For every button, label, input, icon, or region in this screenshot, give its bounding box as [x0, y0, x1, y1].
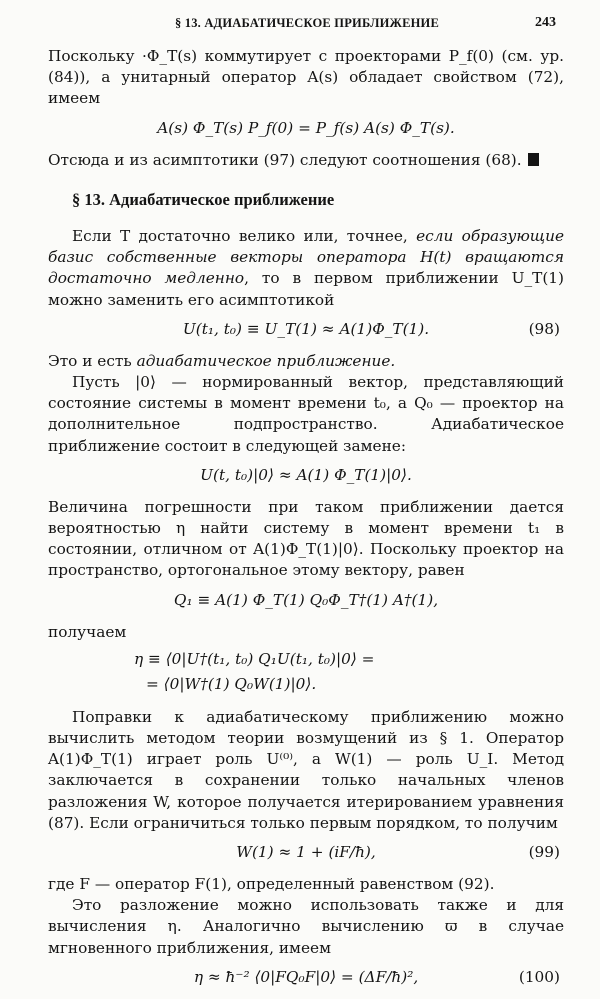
equation-100 — [48, 967, 564, 991]
equation-100-text: η ≈ ħ⁻² ⟨0|FQ₀F|0⟩ = (ΔF/ħ)², — [193, 967, 419, 986]
paragraph-conclusion-text: Отсюда и из асимптотики (97) следуют соотношения (68). — [48, 150, 522, 169]
equation-eta — [48, 649, 564, 699]
equation-commutation — [48, 118, 564, 142]
equation-99-text: W(1) ≈ 1 + (iF/ħ), — [236, 843, 376, 862]
paragraph-intro-end: , то в первом приближении U_T(1) можно заменить его асимптотикой — [48, 269, 564, 309]
equation-98-number: (98) — [528, 319, 560, 338]
paragraph-commutation: Поскольку ·Φ_T(s) коммутирует с проекторами P_f(0) (см. ур. (84)), а унитарный оператор A(s) обладает свойством (72), имеем — [48, 47, 564, 108]
equation-projector — [48, 590, 564, 614]
end-of-proof-icon — [528, 153, 539, 166]
paragraph-conclusion — [48, 150, 564, 171]
equation-100-number: (100) — [518, 967, 560, 986]
running-title: § 13. АДИАБАТИЧЕСКОЕ ПРИБЛИЖЕНИЕ — [175, 16, 440, 30]
page-body — [48, 46, 564, 999]
equation-98-text: U(t₁, t₀) ≡ U_T(1) ≈ A(1)Φ_T(1). — [182, 319, 430, 338]
equation-projector-text: Q₁ ≡ A(1) Φ_T(1) Q₀Φ_T†(1) A†(1), — [173, 590, 439, 609]
equation-eta-line-1: η ≡ ⟨0|U†(t₁, t₀) Q₁U(t₁, t₀)|0⟩ = — [134, 649, 375, 668]
section-heading: § 13. Адиабатическое приближение — [72, 189, 335, 209]
equation-98 — [48, 319, 564, 343]
paragraph-corrections: Поправки к адиабатическому приближению можно вычислить методом теории возмущений из § 1. Оператор A(1)Φ_T(1) играет роль U⁽⁰⁾, а W(1) — роль U_I. Метод заключается в сохранении только начальных членов разложения W, которое получается итерированием уравнения (87). Если ограничиться только первым порядком, то получим — [48, 707, 564, 832]
paragraph-error: Величина погрешности при таком приближении дается вероятностью η найти систему в момент времени t₁ в состоянии, отличном от A(1)Φ_T(1)|0⟩. Поскольку проектор на пространство, ортогональное этому вектору, равен — [48, 497, 564, 580]
equation-99 — [48, 842, 564, 866]
paragraph-operator-f: где F — оператор F(1), определенный равенством (92). — [48, 875, 495, 894]
paragraph-obtain: получаем — [48, 622, 127, 641]
equation-99-number: (99) — [528, 843, 560, 862]
equation-replacement — [48, 465, 564, 489]
paragraph-intro-start: Если T достаточно велико или, точнее, — [72, 227, 417, 246]
paragraph-definition-start: Это и есть — [48, 351, 137, 370]
term-adiabatic-approximation: адиабатическое приближение. — [136, 351, 396, 370]
paragraph-expansion: Это разложение можно использовать также и для вычисления η. Аналогично вычислению ϖ в случае мгновенного приближения, имеем — [48, 896, 564, 957]
paragraph-state: Пусть |0⟩ — нормированный вектор, представляющий состояние системы в момент времени t₀, а Q₀ — проектор на дополнительное подпространство. Адиабатическое приближение состоит в следующей замене: — [48, 373, 564, 455]
paragraph-intro — [48, 226, 564, 311]
page-number: 243 — [535, 15, 556, 30]
equation-eta-line-2: = ⟨0|W†(1) Q₀W(1)|0⟩. — [146, 674, 317, 693]
equation-replacement-text: U(t, t₀)|0⟩ ≈ A(1) Φ_T(1)|0⟩. — [200, 465, 412, 484]
equation-commutation-text: A(s) Φ_T(s) P_f(0) = P_f(s) A(s) Φ_T(s). — [157, 118, 455, 137]
paragraph-definition — [48, 351, 564, 372]
running-header — [0, 14, 600, 36]
paragraph-intro-emphasis: если образующие базис собственные векторы оператора H(t) вращаются достаточно медленно — [48, 227, 564, 288]
